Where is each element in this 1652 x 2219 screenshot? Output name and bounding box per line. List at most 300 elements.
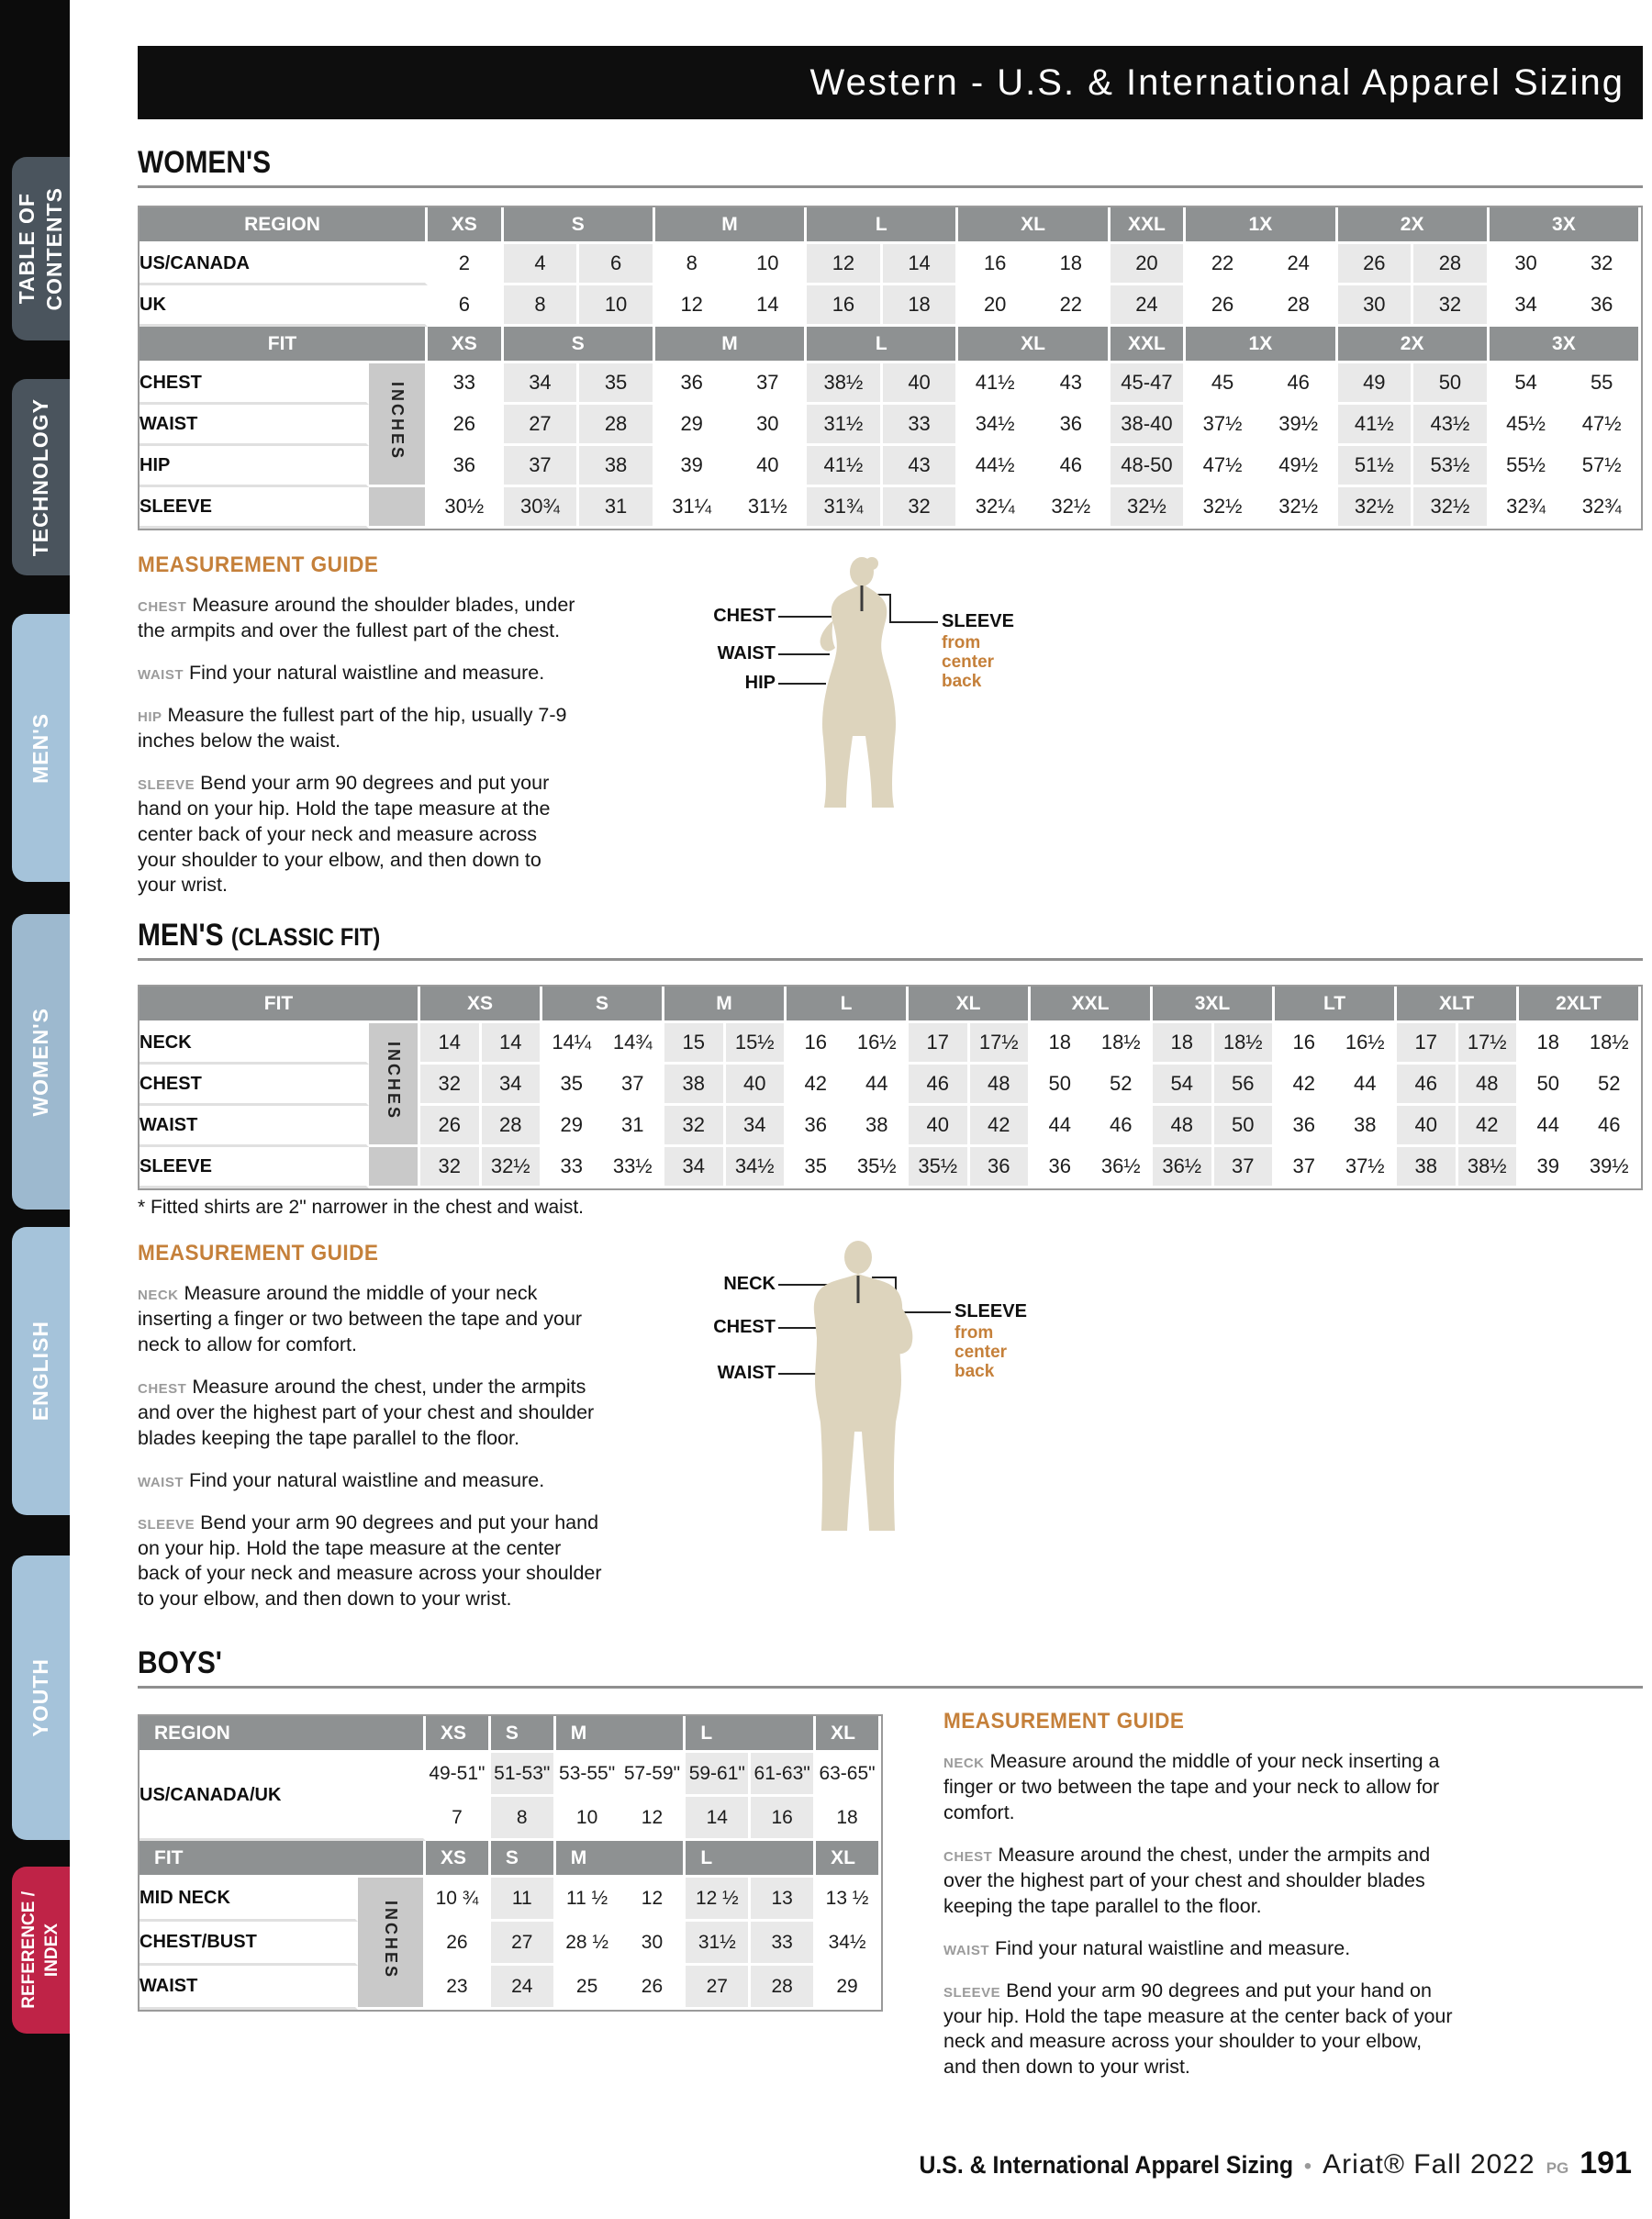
size-column-header: 1X <box>1186 327 1337 363</box>
size-cell: 49-51" <box>426 1753 491 1797</box>
size-column-header: XS <box>426 1716 491 1753</box>
size-cell: 29 <box>655 405 731 446</box>
size-cell: 44 <box>1031 1106 1092 1147</box>
row-label: WAIST <box>140 405 369 446</box>
guide-term: WAIST <box>943 1942 989 1958</box>
size-cell: 53½ <box>1413 446 1490 487</box>
inches-unit-label <box>358 1878 426 2010</box>
size-cell: 37 <box>1214 1147 1276 1188</box>
size-cell: 32 <box>883 487 959 529</box>
guide-item <box>138 593 578 644</box>
size-cell: 35 <box>787 1147 848 1188</box>
row-label: WAIST <box>140 1106 369 1147</box>
woman-figure-silhouette <box>794 552 922 828</box>
row-label: US/CANADA/UK <box>140 1753 426 1841</box>
size-cell: 56 <box>1214 1065 1276 1106</box>
guide-item <box>138 1375 606 1452</box>
guide-title: MEASUREMENT GUIDE <box>138 1241 379 1266</box>
guide-item <box>943 1936 1457 1962</box>
size-cell: 18½ <box>1092 1023 1154 1065</box>
size-column-header: M <box>655 207 807 244</box>
size-cell: 33 <box>751 1922 816 1966</box>
size-cell: 55 <box>1565 363 1641 405</box>
womens-section-heading <box>138 145 1643 188</box>
size-column-header: L <box>686 1841 816 1878</box>
size-cell: 37 <box>604 1065 665 1106</box>
size-cell: 48 <box>1153 1106 1214 1147</box>
size-cell: 52 <box>1092 1065 1154 1106</box>
size-cell: 34 <box>482 1065 543 1106</box>
size-column-header: XXL <box>1111 207 1187 244</box>
inches-unit-label <box>369 1023 420 1147</box>
guide-item <box>943 1843 1457 1920</box>
size-cell: 48 <box>1458 1065 1520 1106</box>
size-cell: 27 <box>686 1966 751 2010</box>
guide-term: CHEST <box>138 1380 187 1397</box>
size-cell: 35 <box>542 1065 604 1106</box>
size-cell: 32¾ <box>1490 487 1566 529</box>
guide-text: Measure around the chest, under the armpits and over the highest part of your chest and shoulder blades keeping the tape parallel to the floor. <box>943 1843 1431 1917</box>
size-column-header: XS <box>420 987 542 1023</box>
size-cell: 32 <box>1413 285 1490 327</box>
size-cell: 48 <box>970 1065 1032 1106</box>
size-cell: 30 <box>1338 285 1414 327</box>
size-cell: 43 <box>1034 363 1111 405</box>
size-cell: 38-40 <box>1111 405 1187 446</box>
size-cell: 26 <box>426 1922 491 1966</box>
size-cell: 17½ <box>1458 1023 1520 1065</box>
size-column-header: XL <box>816 1841 881 1878</box>
size-column-header: XS <box>428 327 504 363</box>
size-cell: 39½ <box>1262 405 1338 446</box>
size-cell: 29 <box>542 1106 604 1147</box>
diagram-label-waist: WAIST <box>717 1363 776 1383</box>
size-cell: 43 <box>883 446 959 487</box>
size-column-header: XL <box>958 207 1110 244</box>
footer-page-number: 191 <box>1579 2146 1632 2180</box>
guide-item <box>138 771 578 899</box>
size-cell: 31¼ <box>655 487 731 529</box>
mens-figure-diagram <box>670 1221 1129 1560</box>
size-cell: 36½ <box>1092 1147 1154 1188</box>
size-cell: 32 <box>420 1147 482 1188</box>
size-cell: 50 <box>1214 1106 1276 1147</box>
size-cell: 46 <box>1092 1106 1154 1147</box>
size-cell: 16 <box>958 244 1034 285</box>
size-cell: 30 <box>621 1922 686 1966</box>
size-column-header: L <box>686 1716 816 1753</box>
size-cell: 18½ <box>1214 1023 1276 1065</box>
tab-label: TECHNOLOGY <box>28 397 52 557</box>
size-cell: 26 <box>1186 285 1262 327</box>
size-cell: 25 <box>556 1966 621 2010</box>
guide-item <box>138 1468 606 1494</box>
size-cell: 38½ <box>807 363 883 405</box>
size-cell: 32¼ <box>958 487 1034 529</box>
diagram-label-sleeve: SLEEVE from center back <box>942 611 1014 691</box>
size-column-header: 2X <box>1338 327 1490 363</box>
row-label: NECK <box>140 1023 369 1065</box>
size-cell: 50 <box>1519 1065 1580 1106</box>
tab-label: TABLE OF <box>15 193 39 305</box>
guide-term: SLEEVE <box>943 1984 1001 2001</box>
size-cell: 8 <box>504 285 580 327</box>
guide-item <box>943 1749 1457 1826</box>
size-cell: 35 <box>579 363 655 405</box>
size-column-header: 1X <box>1186 207 1337 244</box>
size-cell: 40 <box>1397 1106 1458 1147</box>
diagram-label-neck: NECK <box>723 1274 776 1294</box>
size-cell: 2 <box>428 244 504 285</box>
footer-catalog-name: Ariat® Fall 2022 <box>1323 2149 1535 2180</box>
size-cell: 10 <box>731 244 808 285</box>
size-cell: 34 <box>664 1147 726 1188</box>
table-section-header: REGION <box>140 207 428 244</box>
size-cell: 4 <box>504 244 580 285</box>
size-cell: 49 <box>1338 363 1414 405</box>
womens-measurement-guide <box>138 552 578 915</box>
size-column-header: XL <box>909 987 1031 1023</box>
size-cell: 57-59" <box>621 1753 686 1797</box>
size-cell: 42 <box>787 1065 848 1106</box>
size-cell: 35½ <box>909 1147 970 1188</box>
sidebar-tab-technology[interactable] <box>12 379 70 575</box>
size-column-header: L <box>787 987 909 1023</box>
footer-pg-label: PG <box>1546 2159 1569 2177</box>
size-column-header: 2X <box>1338 207 1490 244</box>
size-cell: 32½ <box>1186 487 1262 529</box>
guide-term: HIP <box>138 708 162 725</box>
size-cell: 16 <box>807 285 883 327</box>
size-column-header: XXL <box>1031 987 1153 1023</box>
tab-label: CONTENTS <box>42 186 66 311</box>
guide-term: WAIST <box>138 1474 184 1490</box>
heading-rule <box>138 1686 1643 1689</box>
size-cell: 24 <box>1111 285 1187 327</box>
size-cell: 38 <box>664 1065 726 1106</box>
size-cell: 32 <box>420 1065 482 1106</box>
guide-term: CHEST <box>138 599 187 615</box>
size-cell: 31½ <box>807 405 883 446</box>
boys-size-table <box>138 1714 883 2012</box>
size-cell: 26 <box>420 1106 482 1147</box>
guide-item <box>138 1281 606 1358</box>
diagram-label-sleeve: SLEEVE from center back <box>954 1301 1027 1381</box>
size-cell: 18 <box>1519 1023 1580 1065</box>
size-cell: 33 <box>428 363 504 405</box>
size-cell: 14 <box>482 1023 543 1065</box>
tab-label: YOUTH <box>28 1658 52 1737</box>
row-label: UK <box>140 285 428 327</box>
size-column-header: XLT <box>1397 987 1519 1023</box>
guide-text: Bend your arm 90 degrees and put your hand on your hip. Hold the tape measure at the center back of your neck and measure across your shoulder to your elbow, and then down to your wrist. <box>943 1979 1453 2079</box>
footer-separator-dot: • <box>1303 2154 1312 2179</box>
size-cell: 37½ <box>1336 1147 1398 1188</box>
size-cell: 51½ <box>1338 446 1414 487</box>
size-cell: 17½ <box>970 1023 1032 1065</box>
size-cell: 45-47 <box>1111 363 1187 405</box>
guide-text: Measure around the chest, under the armpits and over the highest part of your chest and shoulder blades keeping the tape parallel to the floor. <box>138 1375 595 1449</box>
size-cell: 17 <box>909 1023 970 1065</box>
size-cell: 36½ <box>1153 1147 1214 1188</box>
size-column-header: M <box>556 1716 686 1753</box>
size-column-header: L <box>807 207 958 244</box>
size-cell: 18 <box>1153 1023 1214 1065</box>
guide-term: SLEEVE <box>138 1516 195 1533</box>
size-cell: 12 <box>621 1878 686 1922</box>
size-cell: 16½ <box>848 1023 910 1065</box>
size-cell: 59-61" <box>686 1753 751 1797</box>
size-cell: 24 <box>491 1966 556 2010</box>
mens-size-table <box>138 985 1643 1190</box>
size-column-header: 2XLT <box>1519 987 1641 1023</box>
size-cell: 36 <box>1565 285 1641 327</box>
diagram-label-chest: CHEST <box>713 1317 776 1337</box>
size-cell: 36 <box>970 1147 1032 1188</box>
size-cell: 46 <box>1034 446 1111 487</box>
guide-item <box>138 703 578 754</box>
size-cell: 27 <box>504 405 580 446</box>
size-column-header: LT <box>1275 987 1397 1023</box>
size-cell: 32½ <box>1262 487 1338 529</box>
guide-title: MEASUREMENT GUIDE <box>138 552 379 577</box>
size-cell: 63-65" <box>816 1753 881 1797</box>
size-cell: 46 <box>1397 1065 1458 1106</box>
size-cell: 10 ¾ <box>426 1878 491 1922</box>
size-cell: 34½ <box>958 405 1034 446</box>
size-cell: 40 <box>726 1065 787 1106</box>
guide-text: Find your natural waistline and measure. <box>184 1468 545 1491</box>
size-cell: 37 <box>504 446 580 487</box>
size-cell: 47½ <box>1186 446 1262 487</box>
row-label: MID NECK <box>140 1878 358 1922</box>
size-column-header: XL <box>816 1716 881 1753</box>
guide-text: Find your natural waistline and measure. <box>184 661 545 684</box>
boys-measurement-guide <box>943 1709 1457 2097</box>
size-cell: 38 <box>848 1106 910 1147</box>
row-label: US/CANADA <box>140 244 428 285</box>
size-column-header: 3XL <box>1153 987 1275 1023</box>
size-cell: 26 <box>1338 244 1414 285</box>
size-cell: 12 <box>807 244 883 285</box>
size-cell: 18 <box>1034 244 1111 285</box>
table-section-header: FIT <box>140 327 428 363</box>
size-cell: 28 <box>1262 285 1338 327</box>
size-cell: 57½ <box>1565 446 1641 487</box>
size-cell: 38 <box>579 446 655 487</box>
size-cell: 20 <box>1111 244 1187 285</box>
guide-text: Measure around the middle of your neck inserting a finger or two between the tape and your neck to allow for comfort. <box>943 1750 1440 1823</box>
size-cell: 40 <box>909 1106 970 1147</box>
size-cell: 48-50 <box>1111 446 1187 487</box>
mens-section-heading <box>138 918 1643 961</box>
size-cell: 32¾ <box>1565 487 1641 529</box>
man-figure-silhouette <box>780 1235 936 1547</box>
size-cell: 55½ <box>1490 446 1566 487</box>
size-cell: 28 <box>751 1966 816 2010</box>
size-cell: 32 <box>664 1106 726 1147</box>
size-column-header: XS <box>428 207 504 244</box>
size-cell: 39 <box>655 446 731 487</box>
size-cell: 54 <box>1490 363 1566 405</box>
size-column-header: L <box>807 327 958 363</box>
size-cell: 34 <box>504 363 580 405</box>
size-cell: 32½ <box>1338 487 1414 529</box>
size-column-header: 3X <box>1490 327 1641 363</box>
size-cell: 40 <box>883 363 959 405</box>
size-cell: 37 <box>731 363 808 405</box>
size-cell: 36 <box>1034 405 1111 446</box>
size-cell: 18½ <box>1580 1023 1642 1065</box>
row-label: CHEST/BUST <box>140 1922 358 1966</box>
diagram-label-waist: WAIST <box>717 643 776 663</box>
tab-label: REFERENCE / <box>19 1891 39 2009</box>
page-title: Western - U.S. & International Apparel Sizing <box>809 61 1624 103</box>
guide-text: Find your natural waistline and measure. <box>989 1936 1351 1959</box>
size-column-header: 3X <box>1490 207 1641 244</box>
guide-term: CHEST <box>943 1848 993 1865</box>
sidebar-tab-youth[interactable] <box>12 1556 70 1840</box>
mens-title-suffix: (CLASSIC FIT) <box>230 923 381 951</box>
womens-title: WOMEN'S <box>138 145 272 180</box>
boys-section-heading <box>138 1645 1643 1689</box>
row-label: SLEEVE <box>140 1147 369 1188</box>
size-cell: 7 <box>426 1797 491 1841</box>
size-cell: 32½ <box>482 1147 543 1188</box>
inches-vertical-text: INCHES <box>388 382 407 462</box>
size-cell: 18 <box>1031 1023 1092 1065</box>
size-cell: 18 <box>883 285 959 327</box>
size-cell: 36 <box>787 1106 848 1147</box>
tab-label: WOMEN'S <box>28 1007 52 1117</box>
size-cell: 40 <box>731 446 808 487</box>
guide-term: WAIST <box>138 666 184 683</box>
tab-label: INDEX <box>42 1923 61 1978</box>
size-cell: 16 <box>751 1797 816 1841</box>
size-column-header: S <box>504 207 655 244</box>
guide-text: Measure around the middle of your neck inserting a finger or two between the tape and your neck to allow for comfort. <box>138 1282 583 1355</box>
size-cell: 32½ <box>1413 487 1490 529</box>
size-cell: 23 <box>426 1966 491 2010</box>
boys-title: BOYS' <box>138 1645 222 1680</box>
size-cell: 32½ <box>1034 487 1111 529</box>
size-cell: 37½ <box>1186 405 1262 446</box>
size-cell: 30¾ <box>504 487 580 529</box>
table-section-header: FIT <box>140 987 420 1023</box>
size-cell: 12 ½ <box>686 1878 751 1922</box>
womens-size-table <box>138 206 1643 530</box>
sidebar-tab-english[interactable] <box>12 1227 70 1515</box>
guide-title: MEASUREMENT GUIDE <box>943 1709 1185 1734</box>
guide-term: SLEEVE <box>138 776 195 793</box>
size-cell: 39 <box>1519 1147 1580 1188</box>
size-cell: 41½ <box>958 363 1034 405</box>
size-column-header: M <box>655 327 807 363</box>
size-cell: 46 <box>1262 363 1338 405</box>
row-label: CHEST <box>140 1065 369 1106</box>
size-cell: 34 <box>1490 285 1566 327</box>
size-cell: 16 <box>787 1023 848 1065</box>
size-cell: 26 <box>621 1966 686 2010</box>
size-cell: 44 <box>1519 1106 1580 1147</box>
sidebar-tab-table-of-contents[interactable] <box>12 157 70 340</box>
guide-text: Bend your arm 90 degrees and put your hand on your hip. Hold the tape measure at the center back of your neck and measure across your shoulder to your elbow, and then down to your wrist. <box>138 1511 602 1611</box>
size-cell: 46 <box>1580 1106 1642 1147</box>
size-cell: 37 <box>1275 1147 1336 1188</box>
sidebar-tab-womens[interactable] <box>12 914 70 1210</box>
heading-rule <box>138 185 1643 188</box>
size-cell: 38½ <box>1458 1147 1520 1188</box>
sidebar-tab-reference-index[interactable] <box>12 1867 70 2034</box>
guide-item <box>943 1979 1457 2081</box>
fitted-shirts-note: * Fitted shirts are 2" narrower in the chest and waist. <box>138 1197 585 1218</box>
size-cell: 10 <box>579 285 655 327</box>
size-cell: 42 <box>1275 1065 1336 1106</box>
inches-unit-label <box>369 363 428 487</box>
size-cell: 13 <box>751 1878 816 1922</box>
size-cell: 44½ <box>958 446 1034 487</box>
size-cell: 6 <box>579 244 655 285</box>
size-cell: 14 <box>731 285 808 327</box>
size-cell: 28 ½ <box>556 1922 621 1966</box>
size-cell: 50 <box>1413 363 1490 405</box>
size-cell: 46 <box>909 1065 970 1106</box>
size-cell: 12 <box>655 285 731 327</box>
size-column-header: M <box>556 1841 686 1878</box>
tab-label: MEN'S <box>28 712 52 784</box>
size-cell: 14 <box>420 1023 482 1065</box>
size-cell: 35½ <box>848 1147 910 1188</box>
inches-vertical-text: INCHES <box>382 1900 400 1979</box>
size-cell: 20 <box>958 285 1034 327</box>
row-label: SLEEVE <box>140 487 369 529</box>
sidebar-tab-mens[interactable] <box>12 614 70 882</box>
guide-text: Measure the fullest part of the hip, usually 7-9 inches below the waist. <box>138 703 567 752</box>
guide-term: NECK <box>943 1756 985 1771</box>
guide-item <box>138 661 578 686</box>
size-cell: 27 <box>491 1922 556 1966</box>
size-column-header: M <box>664 987 787 1023</box>
size-cell: 31 <box>579 487 655 529</box>
size-cell: 38 <box>1336 1106 1398 1147</box>
womens-figure-diagram <box>670 543 1129 846</box>
size-cell: 11 ½ <box>556 1878 621 1922</box>
size-cell: 45 <box>1186 363 1262 405</box>
size-cell: 36 <box>428 446 504 487</box>
size-cell: 18 <box>816 1797 881 1841</box>
mens-title: MEN'S (CLASSIC FIT) <box>138 918 381 953</box>
size-cell: 28 <box>482 1106 543 1147</box>
size-cell: 26 <box>428 405 504 446</box>
size-cell: 36 <box>1031 1147 1092 1188</box>
size-cell: 32 <box>1565 244 1641 285</box>
size-cell: 22 <box>1034 285 1111 327</box>
size-cell: 28 <box>579 405 655 446</box>
size-cell: 31½ <box>731 487 808 529</box>
size-cell: 32½ <box>1111 487 1187 529</box>
size-cell: 14¼ <box>542 1023 604 1065</box>
size-cell: 42 <box>1458 1106 1520 1147</box>
size-cell: 31½ <box>686 1922 751 1966</box>
size-column-header: S <box>491 1716 556 1753</box>
inches-vertical-text: INCHES <box>385 1042 403 1121</box>
size-cell: 24 <box>1262 244 1338 285</box>
size-cell: 61-63" <box>751 1753 816 1797</box>
size-cell: 36 <box>655 363 731 405</box>
size-cell: 47½ <box>1565 405 1641 446</box>
size-cell: 15 <box>664 1023 726 1065</box>
size-cell: 50 <box>1031 1065 1092 1106</box>
